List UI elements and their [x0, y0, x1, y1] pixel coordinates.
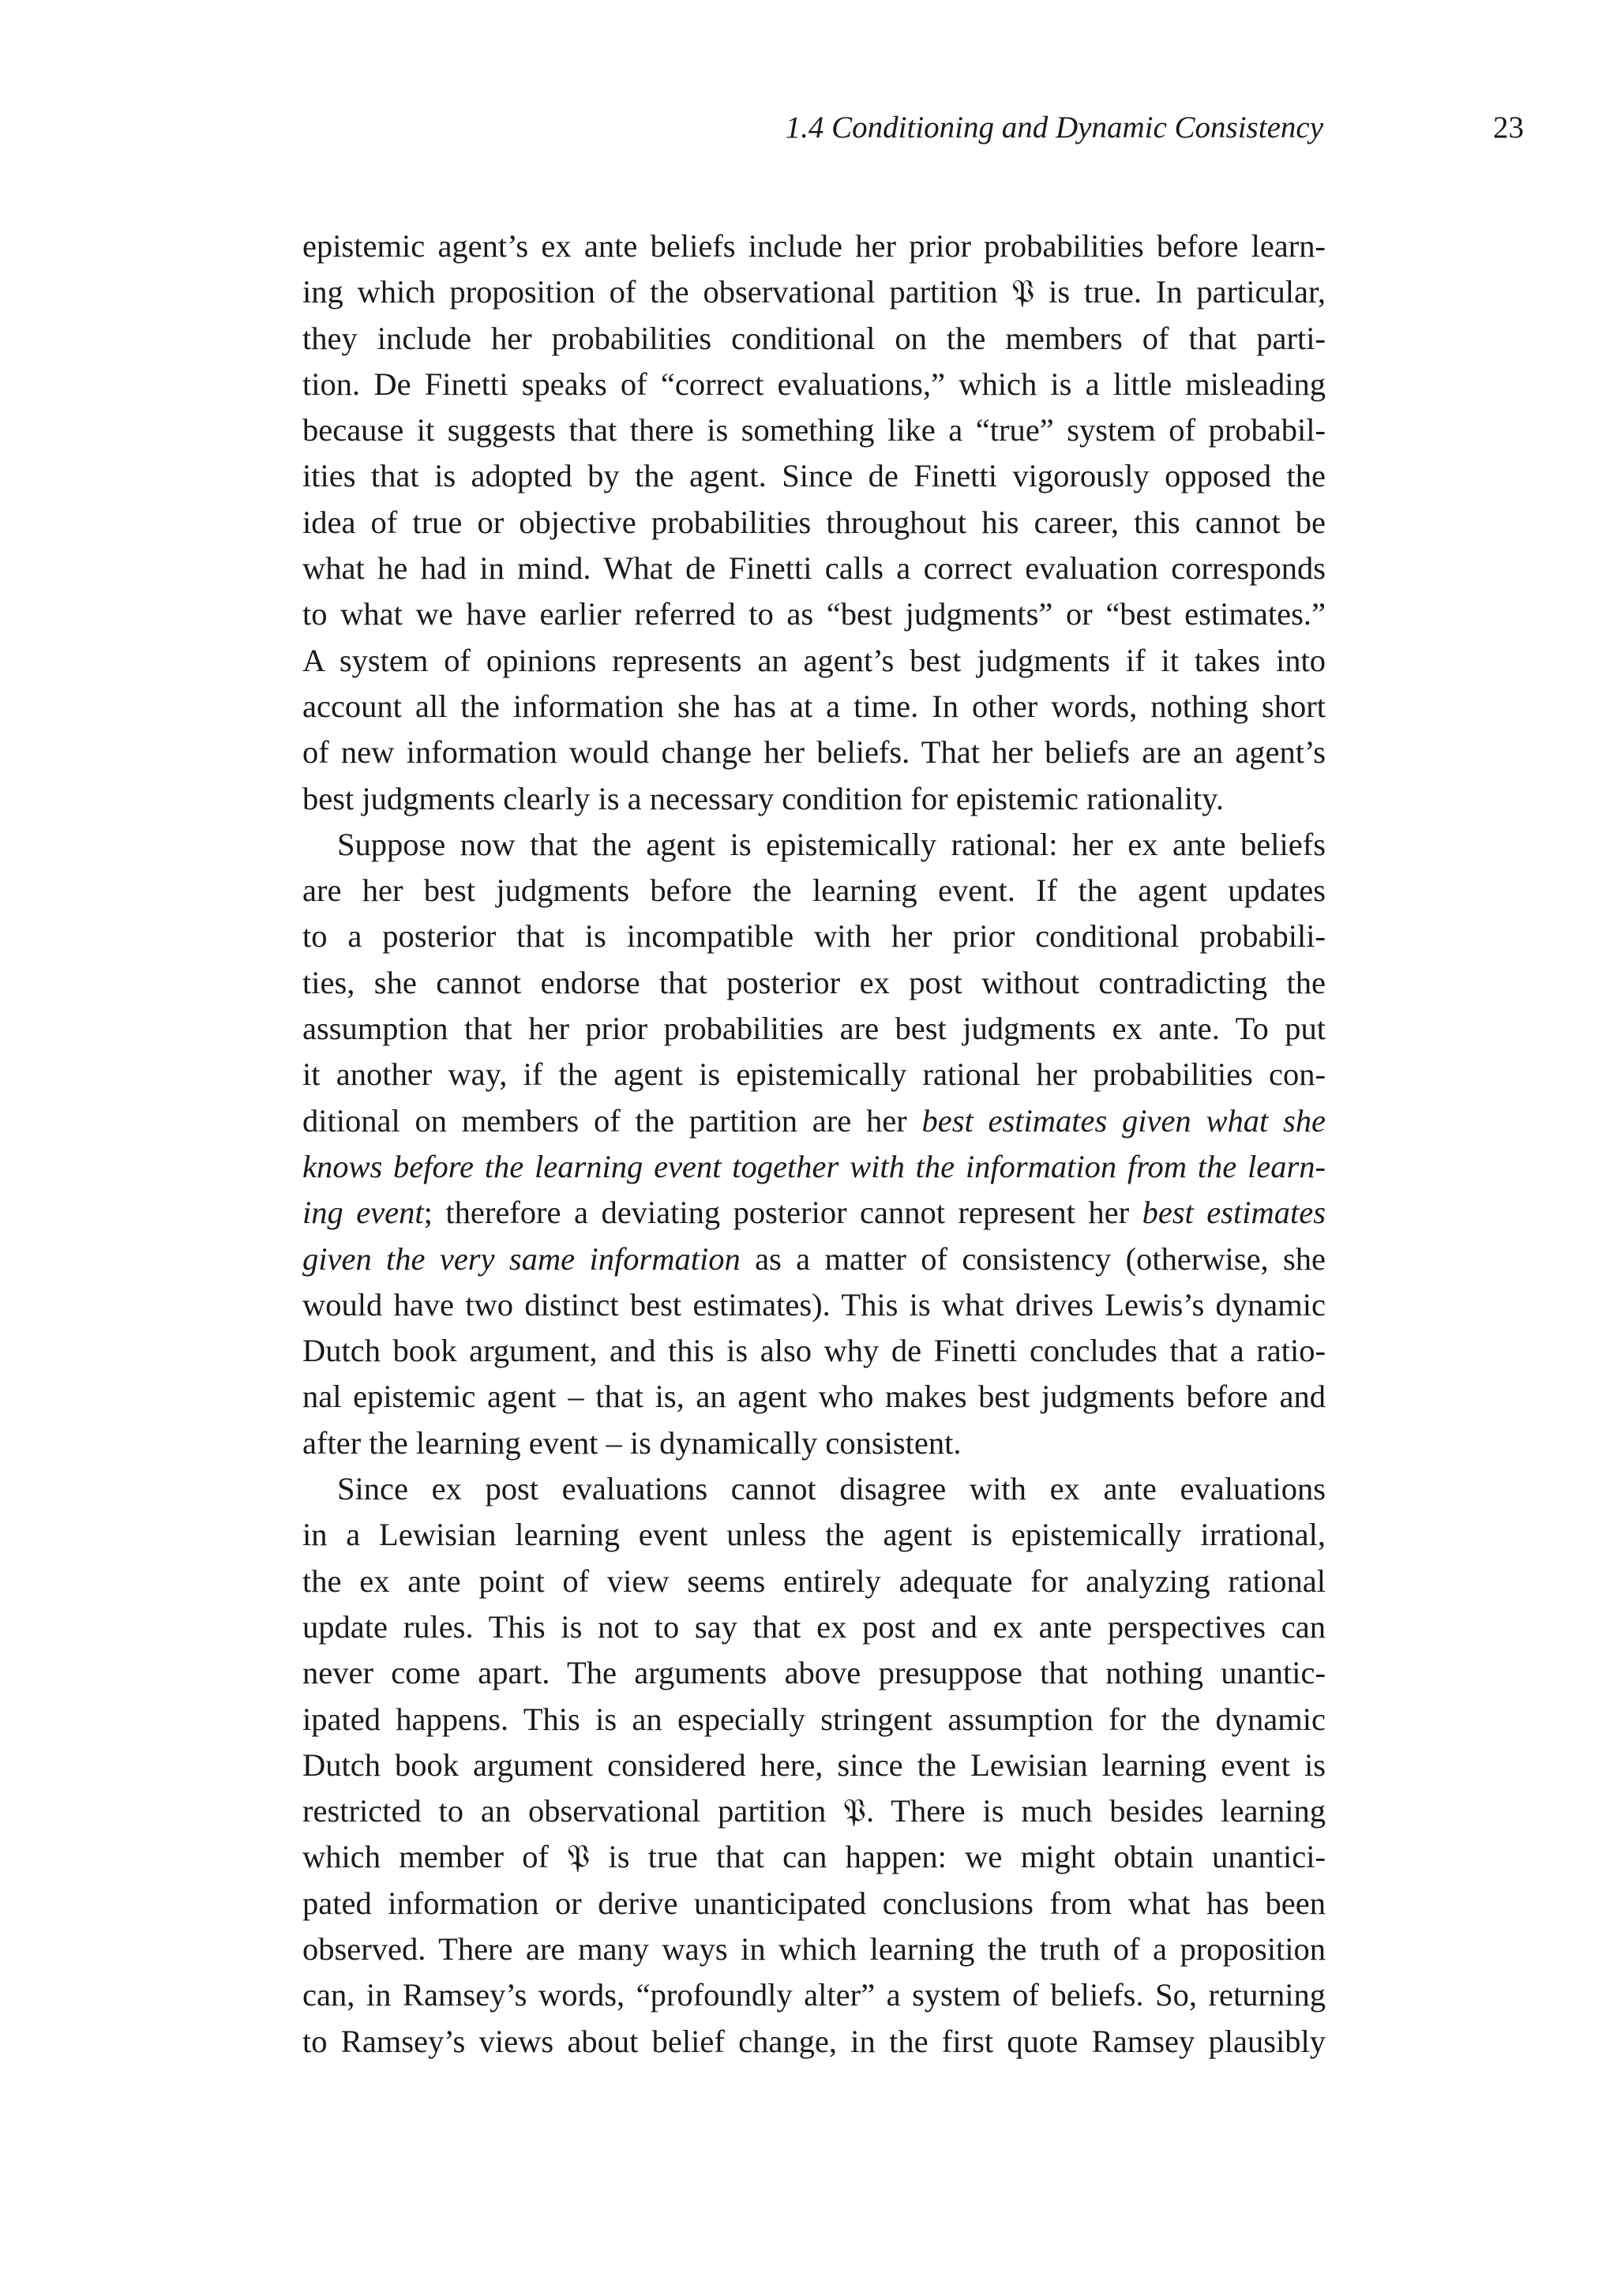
text-line: pated information or derive unanticipated conclusions from what has been — [302, 1885, 1326, 1921]
text-run: as a matter of consistency (otherwise, she — [740, 1240, 1326, 1277]
text-line: ing which proposition of the observational partition 𝔓 is true. In particular, — [302, 274, 1326, 310]
text-line — [302, 1144, 1326, 1190]
page-number: 23 — [1493, 111, 1524, 144]
text-line: they include her probabilities conditional on the members of that parti- — [302, 320, 1326, 356]
text-line-mixed — [302, 1098, 1326, 1144]
body-text — [302, 223, 1326, 2065]
text-line: Dutch book argument considered here, since the Lewisian learning event is — [302, 1746, 1326, 1783]
text-line: never come apart. The arguments above presuppose that nothing unantic- — [302, 1655, 1326, 1691]
text-line: account all the information she has at a time. In other words, nothing short — [302, 688, 1326, 724]
italic-run: given the very same information — [302, 1240, 741, 1277]
text-line: of new information would change her beliefs. That her beliefs are an agent’s — [302, 734, 1326, 771]
text-line: which member of 𝔓 is true that can happen: we might obtain unantici- — [302, 1839, 1326, 1875]
italic-run: best estimates — [1142, 1195, 1326, 1231]
text-line: the ex ante point of view seems entirely adequate for analyzing rational — [302, 1563, 1326, 1599]
text-line: to Ramsey’s views about belief change, in the first quote Ramsey plausibly — [302, 2023, 1326, 2059]
text-line: what he had in mind. What de Finetti calls a correct evaluation corresponds — [302, 550, 1326, 587]
text-line: best judgments clearly is a necessary condition for epistemic rationality. — [302, 780, 1225, 816]
text-line: to what we have earlier referred to as “best judgments” or “best estimates.” — [302, 596, 1326, 632]
running-head — [0, 104, 1617, 152]
text-line: observed. There are many ways in which learning the truth of a proposition — [302, 1930, 1326, 1967]
text-line: A system of opinions represents an agent’s best judgments if it takes into — [302, 642, 1326, 678]
text-line: restricted to an observational partition 𝔓. There is much besides learning — [302, 1793, 1326, 1829]
text-line: assumption that her prior probabilities are best judgments ex ante. To put — [302, 1011, 1326, 1047]
text-line: tion. De Finetti speaks of “correct evaluations,” which is a little misleading — [302, 366, 1326, 402]
text-line: update rules. This is not to say that ex post and ex ante perspectives can — [302, 1608, 1326, 1645]
text-line: ities that is adopted by the agent. Since de Finetti vigorously opposed the — [302, 458, 1326, 494]
running-title: 1.4 Conditioning and Dynamic Consistency — [785, 111, 1323, 144]
italic-run: knows before the learning event together with the information from the learn- — [302, 1148, 1326, 1184]
paragraph-3 — [302, 1466, 1326, 2065]
text-line: ipated happens. This is an especially stringent assumption for the dynamic — [302, 1701, 1326, 1737]
italic-run: ing event — [302, 1195, 424, 1231]
text-line: can, in Ramsey’s words, “profoundly alter” a system of beliefs. So, returning — [302, 1977, 1326, 2013]
text-line-mixed — [302, 1236, 1326, 1282]
text-line: to a posterior that is incompatible with her prior conditional probabili- — [302, 918, 1326, 955]
text-line: Suppose now that the agent is epistemically rational: her ex ante beliefs — [337, 826, 1326, 862]
text-line: are her best judgments before the learning event. If the agent updates — [302, 872, 1326, 909]
paragraph-2 — [302, 822, 1326, 1466]
text-line: Dutch book argument, and this is also why de Finetti concludes that a ratio- — [302, 1333, 1326, 1369]
text-line: idea of true or objective probabilities throughout his career, this cannot be — [302, 504, 1326, 540]
text-line: it another way, if the agent is epistemically rational her probabilities con- — [302, 1056, 1326, 1093]
text-line: ties, she cannot endorse that posterior ex post without contradicting the — [302, 964, 1326, 1000]
text-run: ; therefore a deviating posterior cannot represent her — [423, 1195, 1142, 1231]
text-line: after the learning event – is dynamically consistent. — [302, 1424, 962, 1461]
paragraph-1 — [302, 223, 1326, 822]
text-line: Since ex post evaluations cannot disagree with ex ante evaluations — [337, 1471, 1326, 1507]
text-line-mixed — [302, 1190, 1326, 1236]
text-run: ditional on members of the partition are her — [302, 1102, 922, 1139]
text-line: in a Lewisian learning event unless the agent is epistemically irrational, — [302, 1517, 1326, 1553]
text-line: because it suggests that there is something like a “true” system of probabil- — [302, 412, 1326, 448]
text-line: epistemic agent’s ex ante beliefs include her prior probabilities before learn- — [302, 228, 1326, 264]
text-line: would have two distinct best estimates). This is what drives Lewis’s dynamic — [302, 1286, 1326, 1322]
text-line: nal epistemic agent – that is, an agent who makes best judgments before and — [302, 1379, 1326, 1415]
italic-run: best estimates given what she — [921, 1102, 1326, 1139]
